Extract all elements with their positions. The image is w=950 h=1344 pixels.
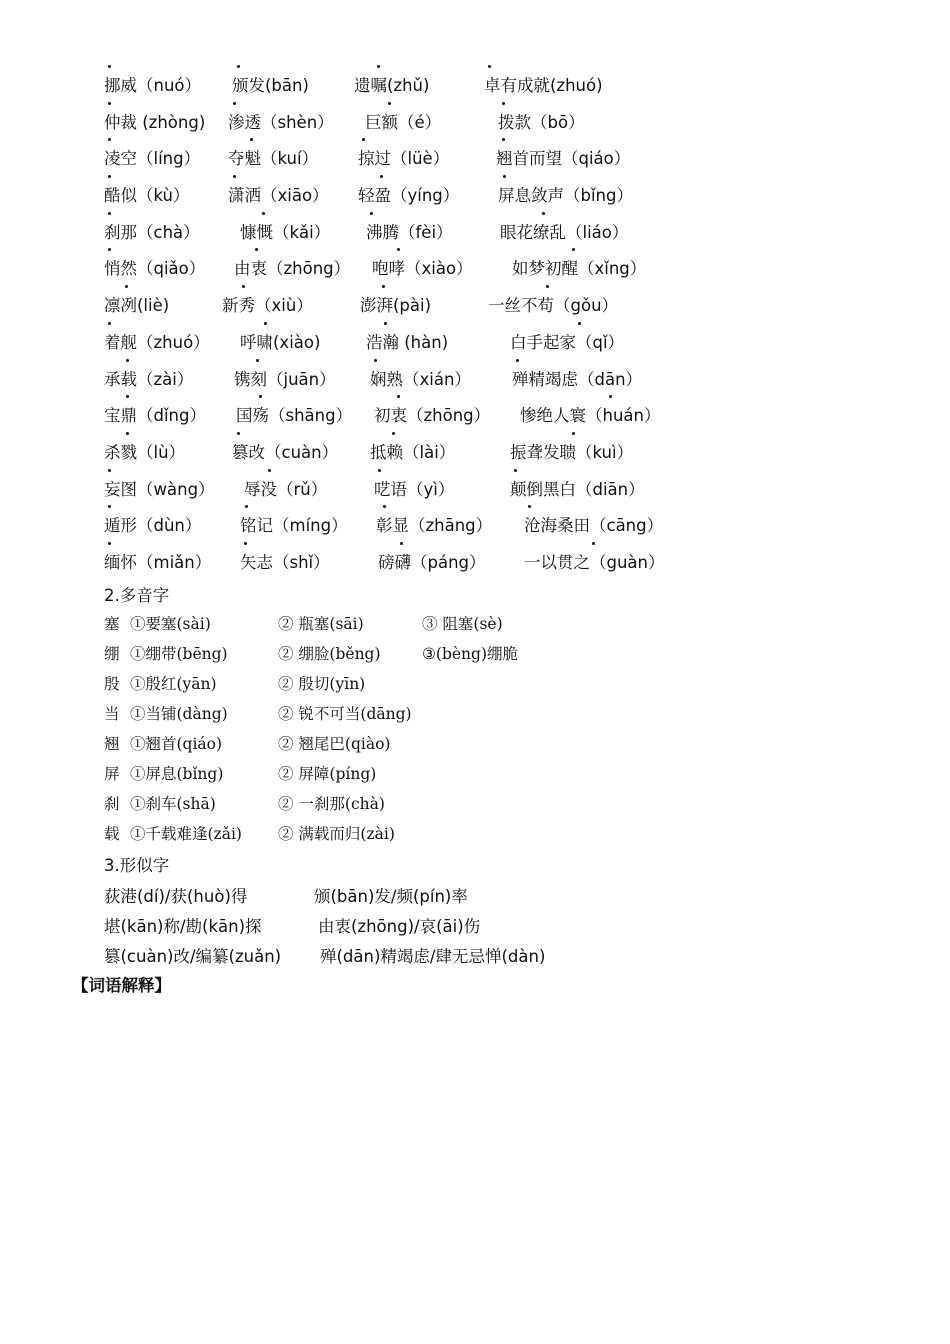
pronunciation-row bbox=[104, 502, 704, 539]
emphasis-dot bbox=[108, 248, 111, 251]
emphasis-dot bbox=[377, 65, 380, 68]
pronunciation-item: 巨额（é） bbox=[365, 112, 442, 132]
pronunciation-item: 眼花缭乱（liáo） bbox=[500, 222, 629, 242]
emphasis-dot bbox=[488, 65, 491, 68]
emphasis-dot bbox=[108, 469, 111, 472]
vocabulary-section-heading: 【词语解释】 bbox=[72, 976, 171, 995]
pronunciation-row bbox=[104, 245, 704, 282]
emphasis-dot bbox=[242, 285, 245, 288]
pronunciation-row bbox=[104, 539, 704, 576]
emphasis-dot bbox=[244, 542, 247, 545]
pronunciation-item: 遗嘱(zhǔ) bbox=[354, 76, 430, 95]
pronunciation-item: 掠过（lüè） bbox=[358, 149, 450, 169]
pronunciation-item: 磅礴（páng） bbox=[378, 552, 486, 572]
pronunciation-item: 杀戮（lù） bbox=[104, 442, 186, 462]
pronunciation-item: 颠倒黑白（diān） bbox=[510, 479, 645, 499]
pronunciation-item: 国殇（shāng） bbox=[236, 406, 353, 426]
polyphonic-reading: ①刹车(shā) bbox=[130, 795, 216, 813]
pronunciation-item: 浩瀚 (hàn) bbox=[366, 332, 449, 352]
pronunciation-item: 篡改（cuàn） bbox=[232, 442, 339, 462]
pronunciation-item: 娴熟（xián） bbox=[370, 369, 471, 389]
polyphonic-reading: ② 翘尾巴(qiào) bbox=[278, 735, 391, 753]
polyphonic-reading: ①翘首(qiáo) bbox=[130, 735, 223, 753]
pronunciation-row bbox=[104, 319, 704, 356]
polyphonic-char: 翘 bbox=[104, 735, 120, 753]
pronunciation-item: 慷慨（kǎi） bbox=[240, 222, 331, 242]
pronunciation-item: 抵赖（lài） bbox=[370, 442, 456, 462]
polyphonic-reading: ③(bèng)绷脆 bbox=[422, 645, 518, 663]
polyphonic-reading: ①屏息(bǐng) bbox=[130, 765, 224, 783]
polyphonic-char: 刹 bbox=[104, 795, 120, 813]
emphasis-dot bbox=[125, 285, 128, 288]
pronunciation-item: 翘首而望（qiáo） bbox=[496, 149, 631, 169]
pronunciation-item: 铭记（míng） bbox=[240, 516, 348, 536]
emphasis-dot bbox=[502, 138, 505, 141]
polyphonic-reading: ② 瓶塞(sāi) bbox=[278, 615, 364, 633]
emphasis-dot bbox=[233, 175, 236, 178]
polyphonic-reading: ①要塞(sài) bbox=[130, 615, 211, 633]
polyphonic-reading: ①千载难逢(zǎi) bbox=[130, 825, 242, 843]
polyphonic-reading: ①当铺(dàng) bbox=[130, 705, 228, 723]
pronunciation-grid bbox=[104, 62, 704, 576]
emphasis-dot bbox=[262, 212, 265, 215]
pronunciation-item: 新秀（xiù） bbox=[222, 296, 313, 316]
emphasis-dot bbox=[392, 432, 395, 435]
emphasis-dot bbox=[528, 505, 531, 508]
emphasis-dot bbox=[108, 138, 111, 141]
emphasis-dot bbox=[382, 285, 385, 288]
similar-pair: 堪(kān)称/勘(kān)探 bbox=[104, 917, 262, 936]
pronunciation-item: 白手起家（qǐ） bbox=[510, 332, 625, 352]
emphasis-dot bbox=[268, 469, 271, 472]
polyphonic-char: 屏 bbox=[104, 765, 120, 783]
emphasis-dot bbox=[126, 432, 129, 435]
polyphonic-reading: ② 屏障(píng) bbox=[278, 765, 377, 783]
pronunciation-row bbox=[104, 392, 704, 429]
emphasis-dot bbox=[264, 322, 267, 325]
emphasis-dot bbox=[572, 248, 575, 251]
emphasis-dot bbox=[397, 395, 400, 398]
pronunciation-item: 颁发(bān) bbox=[232, 76, 309, 95]
pronunciation-item: 挪威（nuó） bbox=[104, 76, 202, 95]
emphasis-dot bbox=[384, 322, 387, 325]
pronunciation-item: 轻盈（yíng） bbox=[358, 186, 460, 206]
pronunciation-item: 辱没（rǔ） bbox=[244, 479, 328, 499]
similar-pair: 由衷(zhōng)/哀(āi)伤 bbox=[318, 917, 481, 936]
pronunciation-item: 沧海桑田（cāng） bbox=[524, 516, 664, 536]
emphasis-dot bbox=[237, 432, 240, 435]
pronunciation-item: 悄然（qiǎo） bbox=[104, 259, 206, 279]
pronunciation-row bbox=[104, 356, 704, 393]
pronunciation-item: 卓有成就(zhuó) bbox=[484, 76, 603, 95]
emphasis-dot bbox=[255, 248, 258, 251]
pronunciation-item: 呼啸(xiào) bbox=[240, 332, 321, 352]
pronunciation-row bbox=[104, 466, 704, 503]
pronunciation-item: 仲裁 (zhòng) bbox=[104, 112, 206, 132]
emphasis-dot bbox=[572, 432, 575, 435]
emphasis-dot bbox=[397, 248, 400, 251]
pronunciation-item: 屏息敛声（bǐng） bbox=[498, 186, 633, 206]
polyphonic-reading: ② 一刹那(chà) bbox=[278, 795, 385, 813]
polyphonic-char: 塞 bbox=[104, 615, 120, 633]
polyphonic-reading: ② 满载而归(zài) bbox=[278, 825, 395, 843]
emphasis-dot bbox=[609, 395, 612, 398]
polyphonic-char: 载 bbox=[104, 825, 120, 843]
pronunciation-item: 妄图（wàng） bbox=[104, 479, 215, 499]
emphasis-dot bbox=[259, 395, 262, 398]
pronunciation-item: 凌空（líng） bbox=[104, 149, 201, 169]
emphasis-dot bbox=[380, 175, 383, 178]
pronunciation-item: 夺魁（kuí） bbox=[228, 149, 319, 169]
emphasis-dot bbox=[542, 212, 545, 215]
similar-pair: 颁(bān)发/频(pín)率 bbox=[314, 887, 468, 906]
pronunciation-item: 如梦初醒（xǐng） bbox=[512, 259, 647, 279]
pronunciation-item: 承载（zài） bbox=[104, 369, 194, 389]
emphasis-dot bbox=[383, 505, 386, 508]
pronunciation-item: 一丝不苟（gǒu） bbox=[488, 296, 619, 316]
pronunciation-item: 刹那（chà） bbox=[104, 222, 200, 242]
emphasis-dot bbox=[546, 285, 549, 288]
polyphonic-section-title: 2.多音字 bbox=[104, 586, 170, 605]
pronunciation-item: 镌刻（juān） bbox=[234, 369, 336, 389]
polyphonic-reading: ①殷红(yān) bbox=[130, 675, 217, 693]
emphasis-dot bbox=[250, 138, 253, 141]
emphasis-dot bbox=[256, 359, 259, 362]
pronunciation-item: 彰显（zhāng） bbox=[376, 516, 493, 536]
pronunciation-item: 凛冽(liè) bbox=[104, 296, 170, 316]
pronunciation-row bbox=[104, 429, 704, 466]
polyphonic-reading: ② 殷切(yīn) bbox=[278, 675, 366, 693]
emphasis-dot bbox=[502, 102, 505, 105]
emphasis-dot bbox=[400, 542, 403, 545]
pronunciation-row bbox=[104, 99, 704, 136]
pronunciation-item: 澎湃(pài) bbox=[360, 296, 432, 316]
pronunciation-row bbox=[104, 62, 704, 99]
polyphonic-reading: ② 绷脸(běng) bbox=[278, 645, 381, 663]
emphasis-dot bbox=[378, 469, 381, 472]
emphasis-dot bbox=[108, 212, 111, 215]
emphasis-dot bbox=[245, 505, 248, 508]
pronunciation-item: 着舰（zhuó） bbox=[104, 332, 210, 352]
pronunciation-item: 拨款（bō） bbox=[498, 112, 585, 132]
pronunciation-item: 酷似（kù） bbox=[104, 186, 190, 206]
emphasis-dot bbox=[108, 505, 111, 508]
pronunciation-item: 初衷（zhōng） bbox=[374, 406, 491, 426]
pronunciation-item: 矢志（shǐ） bbox=[240, 552, 330, 572]
pronunciation-item: 呓语（yì） bbox=[374, 479, 455, 499]
pronunciation-row bbox=[104, 135, 704, 172]
pronunciation-item: 宝鼎（dǐng） bbox=[104, 406, 206, 426]
polyphonic-reading: ③ 阻塞(sè) bbox=[422, 615, 503, 633]
emphasis-dot bbox=[233, 102, 236, 105]
emphasis-dot bbox=[108, 322, 111, 325]
pronunciation-item: 缅怀（miǎn） bbox=[104, 552, 212, 572]
pronunciation-row bbox=[104, 172, 704, 209]
polyphonic-reading: ①绷带(bēng) bbox=[130, 645, 228, 663]
polyphonic-char: 当 bbox=[104, 705, 120, 723]
pronunciation-item: 遁形（dùn） bbox=[104, 516, 202, 536]
emphasis-dot bbox=[126, 359, 129, 362]
similar-pair: 荻港(dí)/获(huò)得 bbox=[104, 887, 248, 906]
pronunciation-item: 由衷（zhōng） bbox=[234, 259, 351, 279]
polyphonic-char: 殷 bbox=[104, 675, 120, 693]
pronunciation-item: 殚精竭虑（dān） bbox=[512, 369, 643, 389]
pronunciation-item: 渗透（shèn） bbox=[228, 112, 334, 132]
pronunciation-item: 沸腾（fèi） bbox=[366, 222, 453, 242]
pronunciation-item: 潇洒（xiāo） bbox=[228, 186, 329, 206]
pronunciation-row bbox=[104, 209, 704, 246]
emphasis-dot bbox=[514, 469, 517, 472]
emphasis-dot bbox=[578, 322, 581, 325]
emphasis-dot bbox=[108, 65, 111, 68]
similar-section-title: 3.形似字 bbox=[104, 856, 170, 875]
emphasis-dot bbox=[126, 395, 129, 398]
emphasis-dot bbox=[388, 102, 391, 105]
emphasis-dot bbox=[237, 65, 240, 68]
emphasis-dot bbox=[108, 175, 111, 178]
similar-pair: 篡(cuàn)改/编纂(zuǎn) bbox=[104, 947, 282, 966]
emphasis-dot bbox=[108, 102, 111, 105]
emphasis-dot bbox=[592, 542, 595, 545]
emphasis-dot bbox=[362, 138, 365, 141]
similar-pair: 殚(dān)精竭虑/肆无忌惮(dàn) bbox=[320, 947, 546, 966]
emphasis-dot bbox=[516, 359, 519, 362]
emphasis-dot bbox=[370, 212, 373, 215]
emphasis-dot bbox=[374, 359, 377, 362]
emphasis-dot bbox=[108, 542, 111, 545]
polyphonic-reading: ② 锐不可当(dāng) bbox=[278, 705, 412, 723]
pronunciation-row bbox=[104, 282, 704, 319]
emphasis-dot bbox=[503, 175, 506, 178]
pronunciation-item: 一以贯之（guàn） bbox=[524, 552, 665, 572]
pronunciation-item: 咆哮（xiào） bbox=[372, 259, 473, 279]
pronunciation-item: 振聋发聩（kuì） bbox=[510, 442, 634, 462]
pronunciation-item: 惨绝人寰（huán） bbox=[520, 406, 661, 426]
polyphonic-char: 绷 bbox=[104, 645, 120, 663]
